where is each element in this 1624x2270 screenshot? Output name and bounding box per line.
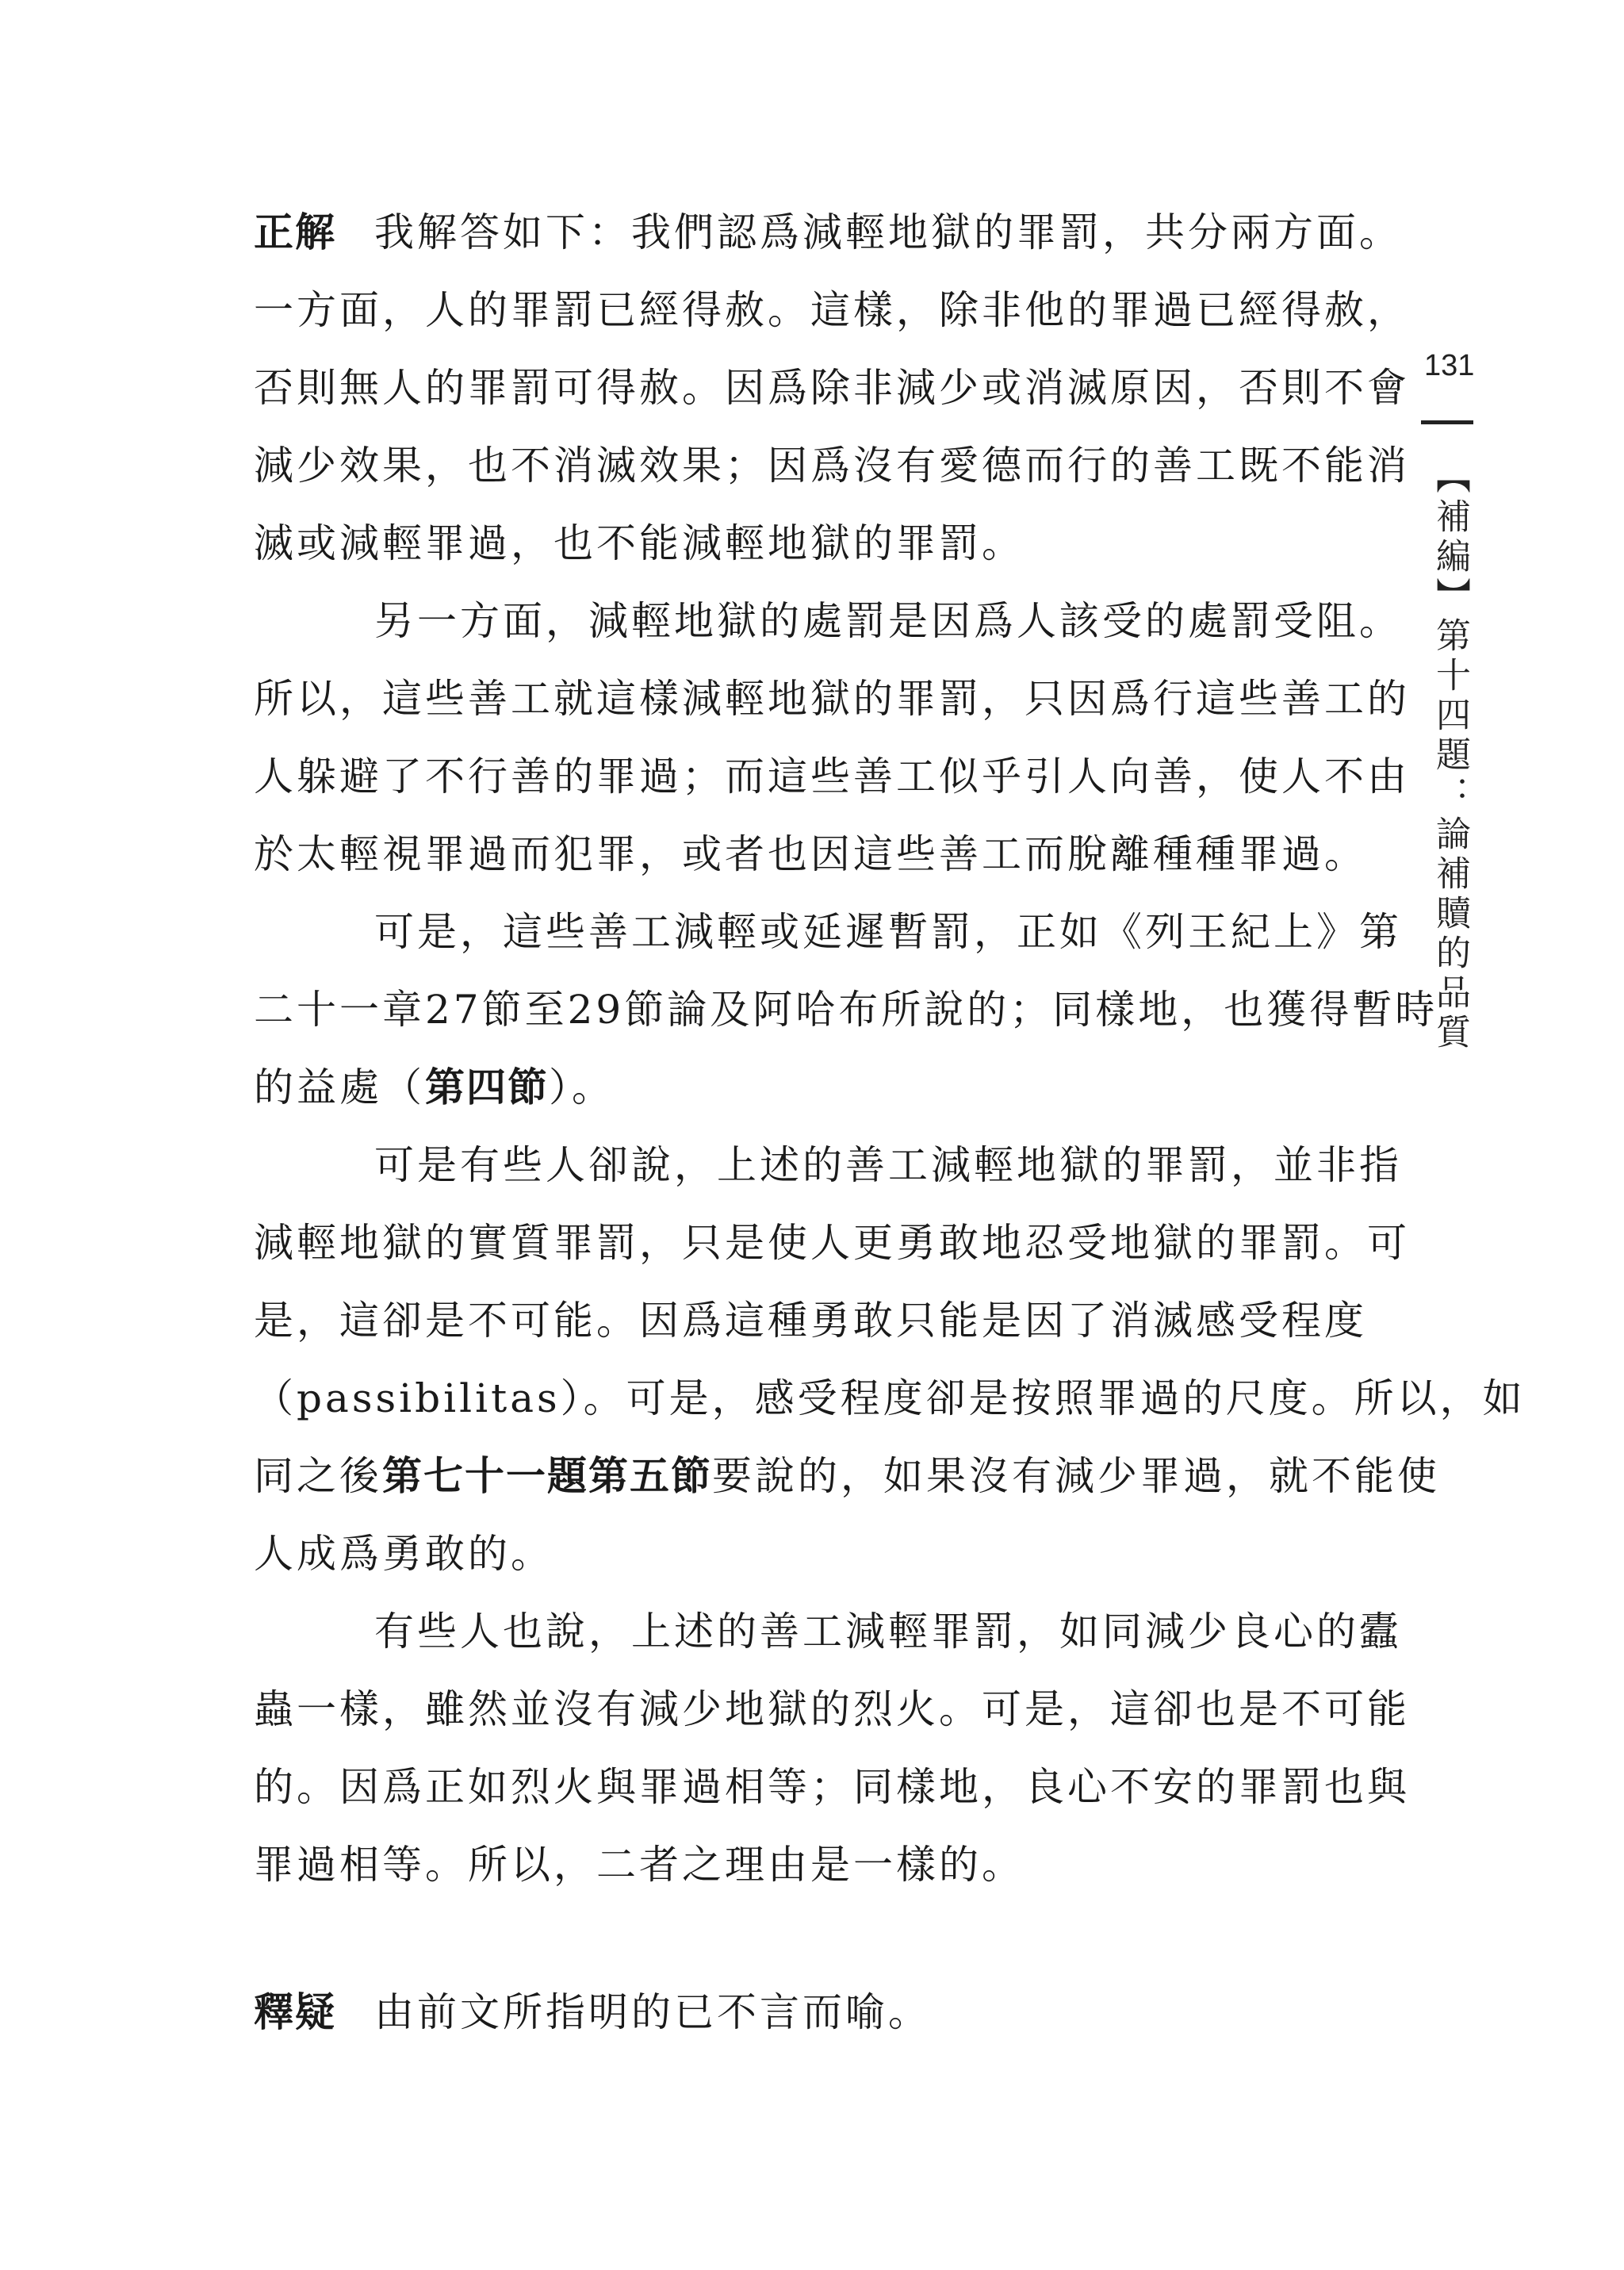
answer-label: 正解 [254,209,336,255]
text-line: 可是，這些善工減輕或延遲暫罰，正如《列王紀上》第 [374,909,1402,955]
text-line: 所以，這些善工就這樣減輕地獄的罪罰，只因爲行這些善工的 [254,676,1410,722]
page-rule [1421,420,1473,424]
text-line: 可是有些人卻說，上述的善工減輕地獄的罪罰，並非指 [374,1142,1402,1188]
text-line: 一方面，人的罪罰已經得赦。這樣，除非他的罪過已經得赦， [254,287,1410,333]
text-line [254,1437,1440,1515]
text-line [254,1973,1380,2051]
text-line: 人躲避了不行善的罪過；而這些善工似乎引人向善，使人不由 [254,753,1410,799]
text-line: 蟲一樣，雖然並沒有減少地獄的烈火。可是，這卻也是不可能 [254,1686,1410,1732]
text-line: 有些人也說，上述的善工減輕罪罰，如同減少良心的蠹 [374,1609,1402,1655]
text-line: 人成爲勇敢的。 [254,1531,553,1577]
running-head: 【補編】第十四題：論補贖的品質 [1430,458,1470,1053]
line-text: 由前文所指明的已不言而喻。 [374,1989,931,2035]
text-line [254,194,1402,271]
paragraph-gap [254,1904,1380,1973]
text-line: 二十一章27節至29節論及阿哈布所說的；同樣地，也獲得暫時 [254,987,1438,1033]
line-text: ）。 [549,1064,615,1110]
line-text: 我解答如下：我們認爲減輕地獄的罪罰，共分兩方面。 [374,209,1402,255]
line-text: 同之後 [254,1453,382,1499]
cross-reference: 第四節 [425,1064,549,1110]
text-line: 另一方面，減輕地獄的處罰是因爲人該受的處罰受阻。 [374,598,1402,644]
line-text: 要說的，如果沒有減少罪過，就不能使 [712,1453,1440,1499]
page-number: 131 [1424,349,1475,382]
text-line: （passibilitas）。可是，感受程度卻是按照罪過的尺度。所以，如 [254,1375,1526,1421]
cross-reference: 第七十一題第五節 [382,1453,712,1499]
text-line: 減少效果，也不消滅效果；因爲沒有愛德而行的善工既不能消 [254,443,1410,489]
line-text: 的益處（ [254,1064,425,1110]
reply-label: 釋疑 [254,1989,336,2035]
text-line: 罪過相等。所以，二者之理由是一樣的。 [254,1842,1025,1888]
text-line: 於太輕視罪過而犯罪，或者也因這些善工而脫離種種罪過。 [254,831,1367,877]
text-line: 減輕地獄的實質罪罰，只是使人更勇敢地忍受地獄的罪罰。可 [254,1220,1410,1266]
text-line: 是，這卻是不可能。因爲這種勇敢只能是因了消滅感受程度 [254,1298,1367,1344]
text-line: 的。因爲正如烈火與罪過相等；同樣地，良心不安的罪罰也與 [254,1764,1410,1810]
text-line: 否則無人的罪罰可得赦。因爲除非減少或消滅原因，否則不會 [254,365,1410,411]
text-line [254,1049,1380,1126]
text-line: 滅或減輕罪過，也不能減輕地獄的罪罰。 [254,520,1025,566]
